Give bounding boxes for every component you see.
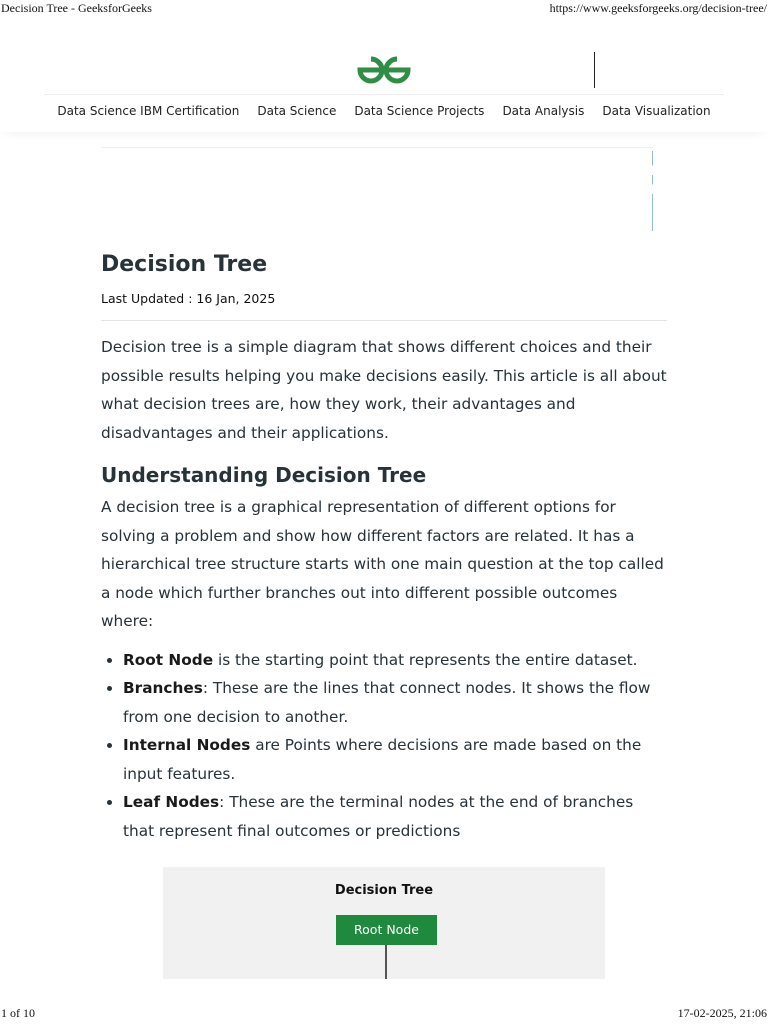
intro-paragraph: Decision tree is a simple diagram that shows different choices and their possible results helping you make decisions easily. This article is all about what decision trees are, how they work, their advantages and disadvantages and their applications. — [101, 338, 667, 442]
print-footer — [0, 1006, 768, 1022]
bullet-text: are Points where decisions are made based on the input features. — [123, 736, 642, 783]
nav-item-ibm-certification[interactable]: Data Science IBM Certification — [57, 104, 240, 118]
definition-list — [101, 646, 667, 846]
list-item — [123, 674, 667, 731]
nav-item-data-science[interactable]: Data Science — [257, 104, 337, 118]
print-header — [0, 1, 768, 17]
nav-item-data-visualization[interactable]: Data Visualization — [602, 104, 711, 118]
main-nav — [0, 102, 768, 122]
title-divider — [101, 320, 667, 321]
list-item — [123, 646, 667, 675]
page-number: 1 of 10 — [1, 1006, 35, 1020]
site-header — [0, 40, 768, 132]
branch-line — [385, 945, 387, 979]
last-updated: Last Updated : 16 Jan, 2025 — [101, 291, 276, 306]
section-heading: Understanding Decision Tree — [101, 463, 427, 487]
bullet-text: : These are the lines that connect nodes. It shows the flow from one decision to another. — [123, 679, 651, 726]
search-caret — [594, 52, 595, 88]
ad-placeholder — [101, 147, 653, 233]
section-paragraph: A decision tree is a graphical representation of different options for solving a problem and show how different factors are related. It has a hierarchical tree structure starts with one main question at the top called a node which further branches out into different possible outcomes where: — [101, 498, 664, 630]
bullet-text: : These are the terminal nodes at the end of branches that represent final outcomes or predictions — [123, 793, 634, 840]
print-datetime: 17-02-2025, 21:06 — [677, 1006, 767, 1020]
page-title: Decision Tree — [101, 252, 268, 277]
list-item — [123, 788, 667, 845]
bullet-term: Root Node — [123, 650, 214, 669]
bullet-term: Branches — [123, 679, 203, 697]
print-url: https://www.geeksforgeeks.org/decision-tree/ — [549, 1, 767, 15]
header-divider — [44, 94, 724, 95]
nav-item-data-science-projects[interactable]: Data Science Projects — [354, 104, 485, 118]
nav-item-data-analysis[interactable]: Data Analysis — [502, 104, 585, 118]
ad-edge — [652, 151, 653, 231]
gfg-logo-icon[interactable] — [355, 54, 413, 86]
bullet-text: is the starting point that represents the entire dataset. — [213, 650, 638, 669]
list-item — [123, 731, 667, 788]
figure-title: Decision Tree — [334, 883, 434, 898]
bullet-term: Leaf Nodes — [123, 793, 220, 811]
root-node-box: Root Node — [336, 915, 437, 945]
bullet-term: Internal Nodes — [123, 736, 251, 754]
print-title: Decision Tree - GeeksforGeeks — [1, 1, 152, 15]
decision-tree-figure — [163, 867, 605, 979]
article — [101, 250, 667, 845]
